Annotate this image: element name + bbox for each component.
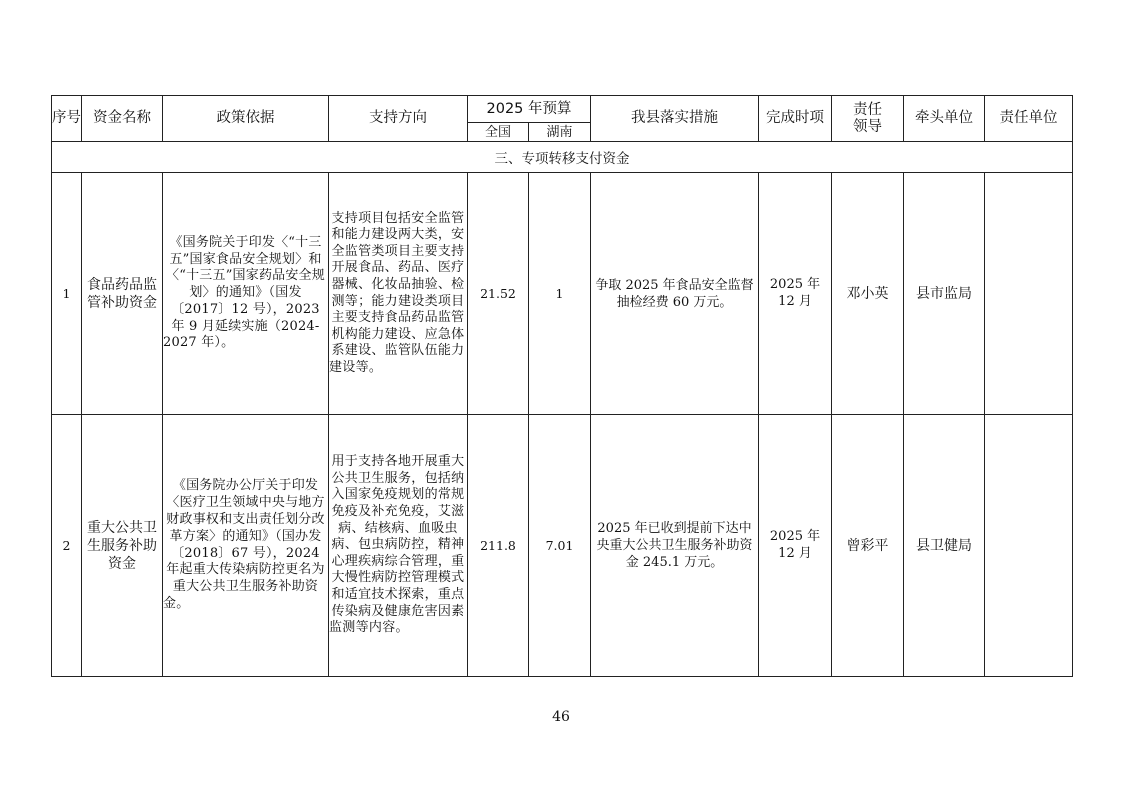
header-completion-time: 完成时项 xyxy=(759,96,832,142)
row-fund-name: 重大公共卫生服务补助资金 xyxy=(82,415,163,677)
section-title: 三、专项转移支付资金 xyxy=(52,142,1073,173)
header-support-direction: 支持方向 xyxy=(329,96,468,142)
row-responsible-unit xyxy=(985,173,1073,415)
row-policy-basis: 《国务院办公厅关于印发〈医疗卫生领域中央与地方财政事权和支出责任划分改革方案〉的通知》（国办发〔2018〕67 号），2024 年起重大传染病防控更名为重大公共卫生服务补助资金。 xyxy=(163,415,329,677)
header-county-measures: 我县落实措施 xyxy=(591,96,759,142)
row-completion-time: 2025 年 12 月 xyxy=(759,415,832,677)
row-responsible-unit xyxy=(985,415,1073,677)
row-budget-hunan: 1 xyxy=(529,173,591,415)
row-seq: 1 xyxy=(52,173,82,415)
header-lead-unit: 牵头单位 xyxy=(904,96,985,142)
row-lead-unit: 县市监局 xyxy=(904,173,985,415)
row-budget-national: 211.8 xyxy=(468,415,529,677)
header-policy-basis: 政策依据 xyxy=(163,96,329,142)
header-responsible-unit: 责任单位 xyxy=(985,96,1073,142)
row-support-direction: 用于支持各地开展重大公共卫生服务，包括纳入国家免疫规划的常规免疫及补充免疫，艾滋病、结核病、血吸虫病、包虫病防控，精神心理疾病综合管理，重大慢性病防控管理模式和适宜技术探索，重点传染病及健康危害因素监测等内容。 xyxy=(329,415,468,677)
row-county-measures: 2025 年已收到提前下达中央重大公共卫生服务补助资金 245.1 万元。 xyxy=(591,415,759,677)
header-fund-name: 资金名称 xyxy=(82,96,163,142)
header-budget-2025: 2025 年预算 xyxy=(468,96,591,123)
row-support-direction: 支持项目包括安全监管和能力建设两大类，安全监管类项目主要支持开展食品、药品、医疗器械、化妆品抽验、检测等；能力建设类项目主要支持食品药品监管机构能力建设、应急体系建设、监管队伍能力建设等。 xyxy=(329,173,468,415)
header-seq: 序号 xyxy=(52,96,82,142)
row-budget-hunan: 7.01 xyxy=(529,415,591,677)
page-number: 46 xyxy=(552,709,570,725)
row-county-measures: 争取 2025 年食品安全监督抽检经费 60 万元。 xyxy=(591,173,759,415)
row-completion-time: 2025 年 12 月 xyxy=(759,173,832,415)
table-row xyxy=(52,173,1073,415)
funding-table xyxy=(51,95,1073,677)
row-seq: 2 xyxy=(52,415,82,677)
table-row xyxy=(52,415,1073,677)
header-responsible-leader: 责任领导 xyxy=(832,96,904,142)
section-row xyxy=(52,142,1073,173)
row-responsible-leader: 曾彩平 xyxy=(832,415,904,677)
row-lead-unit: 县卫健局 xyxy=(904,415,985,677)
header-budget-hunan: 湖南 xyxy=(529,123,591,142)
row-fund-name: 食品药品监管补助资金 xyxy=(82,173,163,415)
header-row-1 xyxy=(52,96,1073,123)
row-budget-national: 21.52 xyxy=(468,173,529,415)
header-budget-national: 全国 xyxy=(468,123,529,142)
row-policy-basis: 《国务院关于印发〈“十三五”国家食品安全规划〉和〈“十三五”国家药品安全规划〉的通知》（国发〔2017〕12 号），2023 年 9 月延续实施（2024-2027 年）。 xyxy=(163,173,329,415)
row-responsible-leader: 邓小英 xyxy=(832,173,904,415)
